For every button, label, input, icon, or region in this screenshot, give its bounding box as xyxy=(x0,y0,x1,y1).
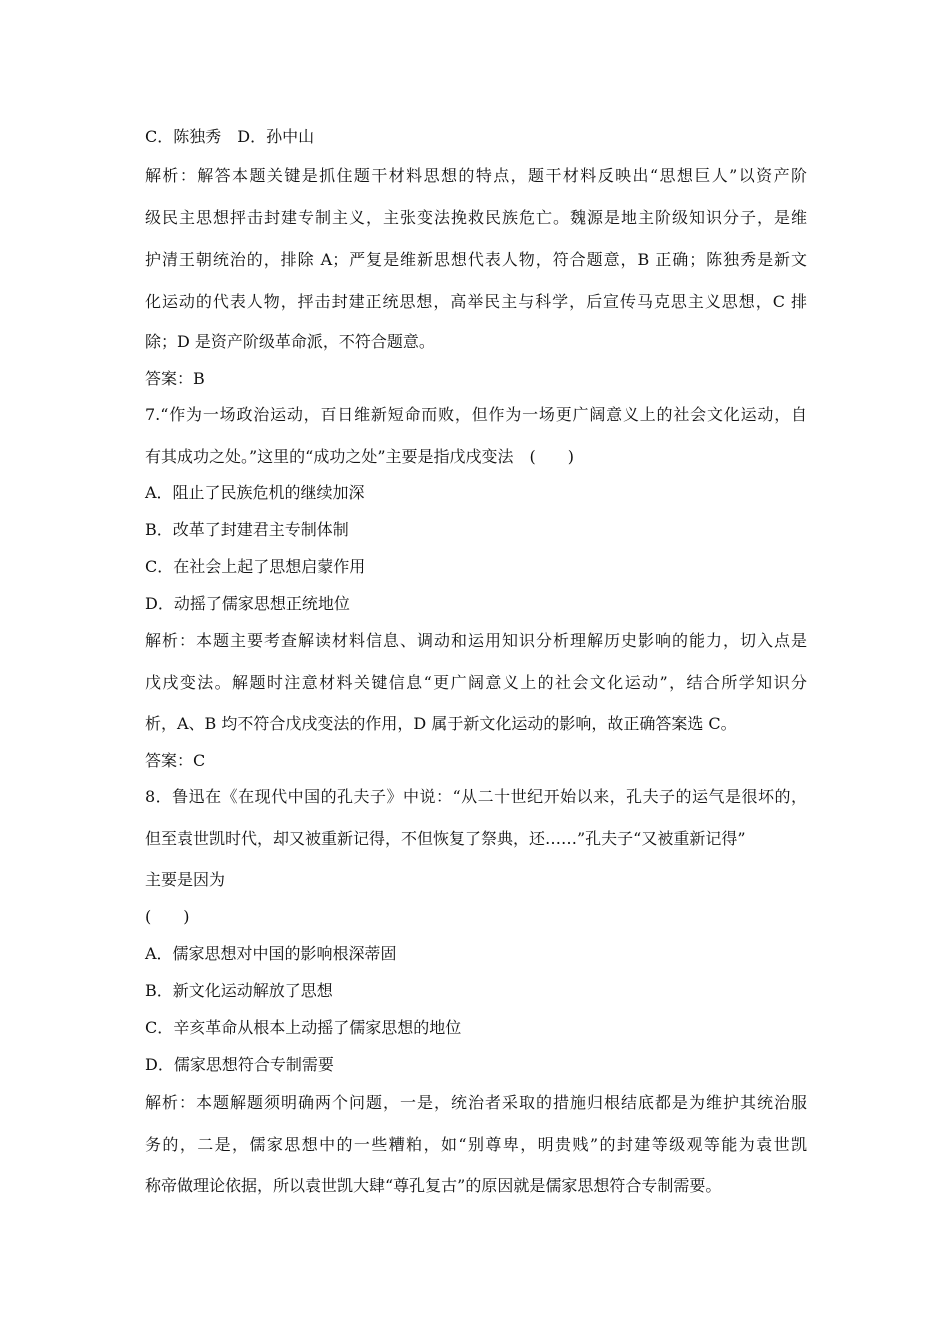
q7-stem-line-1: 7.“作为一场政治运动，百日维新短命而败，但作为一场更广阔意义上的社会文化运动，自 xyxy=(145,405,807,424)
q7-stem-line-2: 有其成功之处。”这里的“成功之处”主要是指戊戌变法 ( ) xyxy=(145,447,575,466)
q7-analysis-line-2: 戊戌变法。解题时注意材料关键信息“更广阔意义上的社会文化运动”，结合所学知识分 xyxy=(145,673,807,692)
q6-options-cd xyxy=(145,127,314,147)
q6-answer: 答案：B xyxy=(145,369,205,388)
q8-analysis-line-1: 解析：本题解题须明确两个问题，一是，统治者采取的措施归根结底都是为维护其统治服 xyxy=(145,1093,807,1112)
q8-option-b: B．新文化运动解放了思想 xyxy=(145,981,333,1000)
q8-analysis-line-3: 称帝做理论依据，所以袁世凯大肆“尊孔复古”的原因就是儒家思想符合专制需要。 xyxy=(145,1176,722,1195)
q7-option-b: B．改革了封建君主专制体制 xyxy=(145,520,349,539)
q7-option-c: C．在社会上起了思想启蒙作用 xyxy=(145,557,366,576)
q8-answer-parens: ( ) xyxy=(145,907,190,926)
q6-analysis-line-1: 解析：解答本题关键是抓住题干材料思想的特点，题干材料反映出“思想巨人”以资产阶 xyxy=(145,166,807,185)
q6-analysis-line-5: 除；D 是资产阶级革命派，不符合题意。 xyxy=(145,332,435,351)
q7-answer: 答案：C xyxy=(145,751,206,770)
q7-option-a: A．阻止了民族危机的继续加深 xyxy=(145,483,365,502)
q8-option-a: A．儒家思想对中国的影响根深蒂固 xyxy=(145,944,397,963)
q8-analysis-line-2: 务的，二是，儒家思想中的一些糟粕，如“别尊卑，明贵贱”的封建等级观等能为袁世凯 xyxy=(145,1135,807,1154)
q8-stem-line-3: 主要是因为 xyxy=(145,870,226,889)
q8-stem-line-1: 8．鲁迅在《在现代中国的孔夫子》中说：“从二十世纪开始以来，孔夫子的运气是很坏的， xyxy=(145,787,807,806)
q7-analysis-line-1: 解析：本题主要考查解读材料信息、调动和运用知识分析理解历史影响的能力，切入点是 xyxy=(145,631,807,650)
q6-option-d: D．孙中山 xyxy=(237,127,315,146)
q8-option-c: C．辛亥革命从根本上动摇了儒家思想的地位 xyxy=(145,1018,462,1037)
q6-analysis-line-2: 级民主思想抨击封建专制主义，主张变法挽救民族危亡。魏源是地主阶级知识分子，是维 xyxy=(145,208,807,227)
q6-option-c: C．陈独秀 xyxy=(145,127,222,146)
q6-analysis-line-3: 护清王朝统治的，排除 A；严复是维新思想代表人物，符合题意，B 正确；陈独秀是新文 xyxy=(145,250,807,269)
q6-analysis-line-4: 化运动的代表人物，抨击封建正统思想，高举民主与科学，后宣传马克思主义思想，C 排 xyxy=(145,292,807,311)
q7-option-d: D．动摇了儒家思想正统地位 xyxy=(145,594,350,613)
q8-option-d: D．儒家思想符合专制需要 xyxy=(145,1055,334,1074)
q8-stem-line-2: 但至袁世凯时代，却又被重新记得，不但恢复了祭典，还……”孔夫子“又被重新记得” xyxy=(145,829,746,848)
q7-analysis-line-3: 析，A、B 均不符合戊戌变法的作用，D 属于新文化运动的影响，故正确答案选 C。 xyxy=(145,714,737,733)
